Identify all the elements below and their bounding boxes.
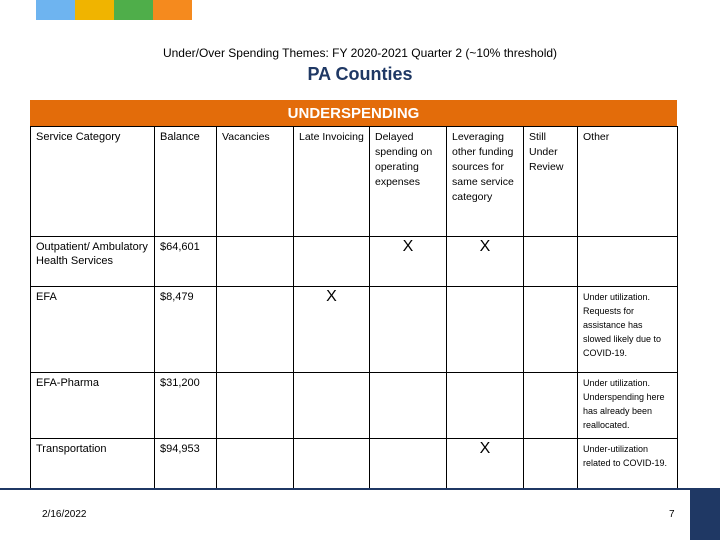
cell-category: EFA bbox=[31, 287, 155, 373]
cell-late bbox=[294, 439, 370, 489]
cell-category: Transportation bbox=[31, 439, 155, 489]
col-header: Vacancies bbox=[217, 127, 294, 237]
col-header: Still Under Review bbox=[524, 127, 578, 237]
cell-leveraging: X bbox=[447, 237, 524, 287]
col-header: Delayed spending on operating expenses bbox=[370, 127, 447, 237]
cell-balance: $94,953 bbox=[155, 439, 217, 489]
page-number: 7 bbox=[669, 509, 675, 520]
cell-leveraging: X bbox=[447, 439, 524, 489]
cell-other: Under utilization. Underspending here has already been reallocated. bbox=[578, 373, 678, 439]
cell-delayed bbox=[370, 373, 447, 439]
color-block-orange bbox=[153, 0, 192, 20]
table-row bbox=[31, 439, 678, 489]
col-header: Balance bbox=[155, 127, 217, 237]
color-block-blue bbox=[36, 0, 75, 20]
cell-vacancies bbox=[217, 237, 294, 287]
cell-category: Outpatient/ Ambulatory Health Services bbox=[31, 237, 155, 287]
col-header: Leveraging other funding sources for same service category bbox=[447, 127, 524, 237]
spending-table bbox=[30, 126, 678, 489]
cell-review bbox=[524, 237, 578, 287]
cell-review bbox=[524, 373, 578, 439]
cell-late bbox=[294, 373, 370, 439]
cell-review bbox=[524, 439, 578, 489]
slide-title: PA Counties bbox=[307, 64, 413, 84]
cell-delayed bbox=[370, 439, 447, 489]
cell-vacancies bbox=[217, 439, 294, 489]
cell-late: X bbox=[294, 287, 370, 373]
table-row bbox=[31, 373, 678, 439]
slide-subtitle: Under/Over Spending Themes: FY 2020-2021 Quarter 2 (~10% threshold) bbox=[162, 46, 558, 60]
cell-balance: $8,479 bbox=[155, 287, 217, 373]
cell-leveraging bbox=[447, 373, 524, 439]
brand-color-bar bbox=[36, 0, 192, 20]
header-row bbox=[31, 127, 678, 237]
section-header: UNDERSPENDING bbox=[30, 100, 677, 126]
cell-category: EFA-Pharma bbox=[31, 373, 155, 439]
cell-late bbox=[294, 237, 370, 287]
color-block-yellow bbox=[75, 0, 114, 20]
color-block-green bbox=[114, 0, 153, 20]
cell-other bbox=[578, 237, 678, 287]
cell-vacancies bbox=[217, 373, 294, 439]
cell-leveraging bbox=[447, 287, 524, 373]
footer-date: 2/16/2022 bbox=[42, 509, 87, 520]
col-header: Late Invoicing bbox=[294, 127, 370, 237]
cell-vacancies bbox=[217, 287, 294, 373]
cell-balance: $64,601 bbox=[155, 237, 217, 287]
col-header: Service Category bbox=[31, 127, 155, 237]
cell-delayed: X bbox=[370, 237, 447, 287]
cell-other: Under-utilization related to COVID-19. bbox=[578, 439, 678, 489]
cell-balance: $31,200 bbox=[155, 373, 217, 439]
table-row bbox=[31, 287, 678, 373]
cell-delayed bbox=[370, 287, 447, 373]
cell-other: Under utilization. Requests for assistance has slowed likely due to COVID-19. bbox=[578, 287, 678, 373]
footer-page-box bbox=[110, 490, 690, 540]
cell-review bbox=[524, 287, 578, 373]
col-header: Other bbox=[578, 127, 678, 237]
table-row bbox=[31, 237, 678, 287]
